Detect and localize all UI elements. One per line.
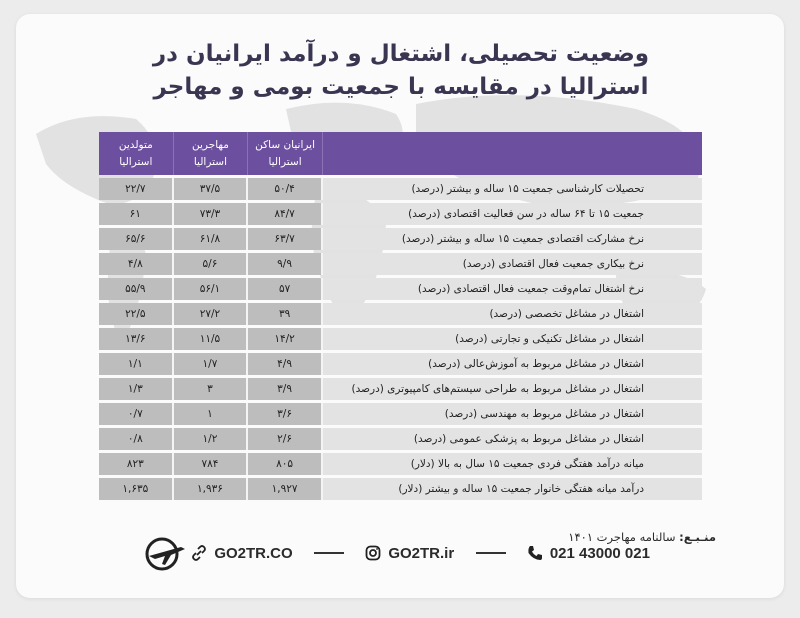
row-label: اشتغال در مشاغل مربوط به آموزش‌عالی (درصد) [323, 353, 702, 375]
cell-iranians: ۸۰۵ [248, 453, 323, 475]
table-row [99, 353, 702, 375]
table-row [99, 178, 702, 200]
cell-iranians: ۹/۹ [248, 253, 323, 275]
cell-iranians: ۵۰/۴ [248, 178, 323, 200]
title-line-1: وضعیت تحصیلی، اشتغال و درآمد ایرانیان در [152, 41, 650, 67]
page-title [56, 38, 746, 104]
cell-natives: ۶۱ [99, 203, 174, 225]
row-label: اشتغال در مشاغل مربوط به پزشکی عمومی (درصد) [323, 428, 702, 450]
row-label: درآمد میانه هفتگی خانوار جمعیت ۱۵ ساله و بیشتر (دلار) [323, 478, 702, 500]
cell-natives: ۶۵/۶ [99, 228, 174, 250]
row-label: اشتغال در مشاغل تخصصی (درصد) [323, 303, 702, 325]
cell-immigrants: ۶۱/۸ [174, 228, 249, 250]
row-label: میانه درآمد هفتگی فردی جمعیت ۱۵ سال به بالا (دلار) [323, 453, 702, 475]
cell-iranians: ۸۴/۷ [248, 203, 323, 225]
table-row [99, 428, 702, 450]
table-row [99, 403, 702, 425]
website-text: GO2TR.CO [214, 544, 293, 562]
table-body [99, 178, 702, 500]
cell-iranians: ۳۹ [248, 303, 323, 325]
cell-immigrants: ۷۸۴ [174, 453, 249, 475]
cell-immigrants: ۱,۹۳۶ [174, 478, 249, 500]
cell-immigrants: ۲۷/۲ [174, 303, 249, 325]
website-item[interactable] [191, 545, 292, 562]
cell-natives: ۰/۸ [99, 428, 174, 450]
source-label: منـبـع: [679, 530, 716, 544]
instagram-icon [365, 545, 381, 561]
cell-immigrants: ۱ [174, 403, 249, 425]
instagram-item[interactable] [365, 545, 454, 562]
cell-iranians: ۳/۶ [248, 403, 323, 425]
table-row [99, 303, 702, 325]
row-label: تحصیلات کارشناسی جمعیت ۱۵ ساله و بیشتر (درصد) [323, 178, 702, 200]
cell-iranians: ۵۷ [248, 278, 323, 300]
cell-natives: ۲۲/۵ [99, 303, 174, 325]
cell-immigrants: ۱/۷ [174, 353, 249, 375]
cell-immigrants: ۵۶/۱ [174, 278, 249, 300]
row-label: جمعیت ۱۵ تا ۶۴ ساله در سن فعالیت اقتصادی (درصد) [323, 203, 702, 225]
cell-immigrants: ۱/۲ [174, 428, 249, 450]
cell-natives: ۰/۷ [99, 403, 174, 425]
comparison-table [99, 129, 702, 503]
header-natives: متولدین استرالیا [99, 132, 174, 175]
table-header-row [99, 132, 702, 175]
cell-iranians: ۶۳/۷ [248, 228, 323, 250]
source-text: سالنامه مهاجرت ۱۴۰۱ [568, 530, 676, 544]
table-row [99, 328, 702, 350]
cell-immigrants: ۳۷/۵ [174, 178, 249, 200]
footer-divider [314, 552, 344, 554]
table-row [99, 478, 702, 500]
row-label: اشتغال در مشاغل مربوط به طراحی سیستم‌های کامپیوتری (درصد) [323, 378, 702, 400]
phone-icon [527, 545, 543, 561]
header-indicator [323, 132, 702, 175]
cell-natives: ۱/۳ [99, 378, 174, 400]
cell-iranians: ۲/۶ [248, 428, 323, 450]
cell-iranians: ۳/۹ [248, 378, 323, 400]
table-row [99, 278, 702, 300]
cell-natives: ۱/۱ [99, 353, 174, 375]
cell-immigrants: ۳ [174, 378, 249, 400]
row-label: نرخ مشارکت اقتصادی جمعیت ۱۵ ساله و بیشتر (درصد) [323, 228, 702, 250]
cell-natives: ۱,۶۳۵ [99, 478, 174, 500]
row-label: نرخ بیکاری جمعیت فعال اقتصادی (درصد) [323, 253, 702, 275]
footer-contacts [130, 538, 650, 568]
link-icon [191, 545, 207, 561]
footer-divider [476, 552, 506, 554]
header-iranians: ایرانیان ساکن استرالیا [248, 132, 323, 175]
phone-text: 021 43000 021 [549, 544, 650, 562]
infographic-card [16, 14, 784, 598]
cell-natives: ۱۳/۶ [99, 328, 174, 350]
table-row [99, 203, 702, 225]
table-row [99, 253, 702, 275]
row-label: اشتغال در مشاغل تکنیکی و تجارتی (درصد) [323, 328, 702, 350]
cell-natives: ۵۵/۹ [99, 278, 174, 300]
header-immigrants: مهاجرین استرالیا [174, 132, 249, 175]
cell-iranians: ۱,۹۲۷ [248, 478, 323, 500]
cell-iranians: ۱۴/۲ [248, 328, 323, 350]
row-label: اشتغال در مشاغل مربوط به مهندسی (درصد) [323, 403, 702, 425]
table-row [99, 378, 702, 400]
instagram-text: GO2TR.ir [388, 544, 455, 562]
cell-iranians: ۴/۹ [248, 353, 323, 375]
cell-immigrants: ۵/۶ [174, 253, 249, 275]
row-label: نرخ اشتغال تمام‌وقت جمعیت فعال اقتصادی (درصد) [323, 278, 702, 300]
table-row [99, 228, 702, 250]
cell-immigrants: ۷۳/۳ [174, 203, 249, 225]
phone-item[interactable] [527, 545, 650, 562]
cell-natives: ۴/۸ [99, 253, 174, 275]
cell-natives: ۸۲۳ [99, 453, 174, 475]
title-line-2: استرالیا در مقایسه با جمعیت بومی و مهاجر [153, 74, 649, 100]
table-row [99, 453, 702, 475]
cell-immigrants: ۱۱/۵ [174, 328, 249, 350]
cell-natives: ۲۲/۷ [99, 178, 174, 200]
